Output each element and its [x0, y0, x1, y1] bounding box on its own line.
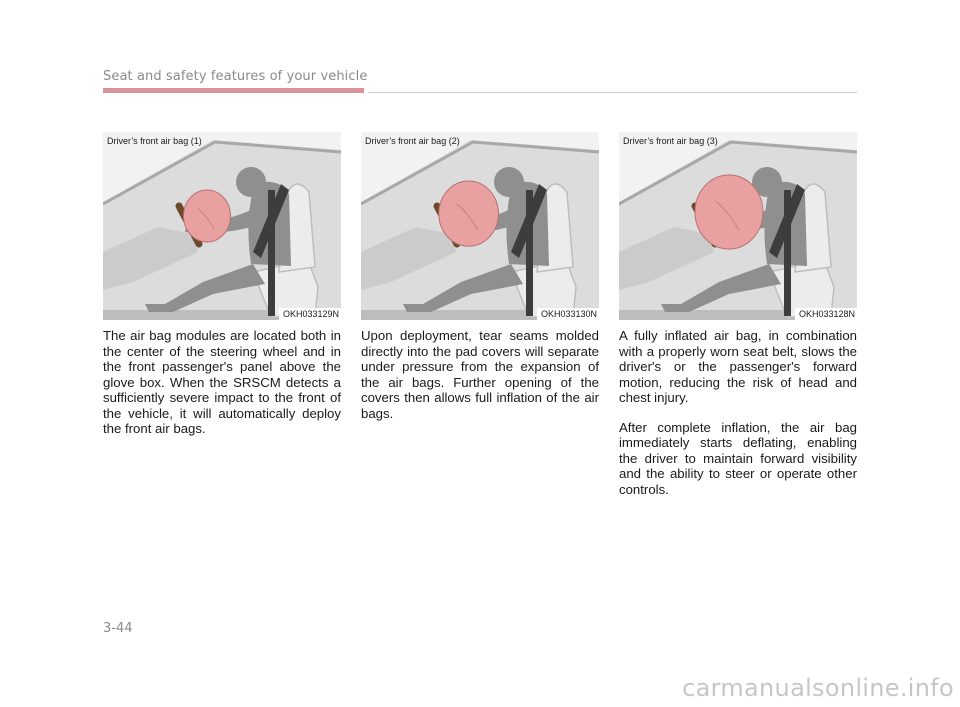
page-number: 3-44	[103, 621, 133, 636]
body-paragraph: The air bag modules are located both in the center of the steering wheel and in the front passenger's panel above the glove box. When the SRSCM detects a sufficiently severe impact to the front of the vehicle, it will automatically deploy the front air bags.	[103, 328, 341, 436]
figure-caption: Driver’s front air bag (1)	[107, 136, 202, 146]
figure-caption: Driver’s front air bag (3)	[623, 136, 718, 146]
seat-belt-strap	[268, 190, 275, 316]
seat-belt-strap	[526, 190, 533, 316]
text-column-2	[361, 328, 599, 421]
figure-code: OKH033128N	[795, 308, 857, 320]
figure-airbag-3	[619, 132, 857, 320]
watermark: carmanualsonline.info	[682, 674, 954, 702]
text-column-1	[103, 328, 341, 437]
figure-code: OKH033130N	[537, 308, 599, 320]
air-bag	[439, 181, 499, 246]
body-paragraph: Upon deployment, tear seams molded directly into the pad covers will separate under pressure from the expansion of the air bags. Further opening of the covers then allows full inflation of the air bags.	[361, 328, 599, 421]
header-divider	[368, 92, 857, 93]
driver-head	[494, 167, 524, 197]
airbag-illustration-1	[103, 132, 341, 320]
text-column-3	[619, 328, 857, 497]
body-paragraph: After complete inflation, the air bag immediately starts deflating, enabling the driver to maintain forward visibility and the ability to steer or operate other controls.	[619, 419, 857, 497]
header-accent-rule	[103, 88, 364, 93]
figure-airbag-2	[361, 132, 599, 320]
air-bag	[184, 190, 231, 242]
section-title: Seat and safety features of your vehicle	[103, 69, 368, 84]
airbag-illustration-3	[619, 132, 857, 320]
seat-belt-strap	[784, 190, 791, 316]
figure-caption: Driver’s front air bag (2)	[365, 136, 460, 146]
air-bag	[695, 175, 763, 249]
airbag-illustration-2	[361, 132, 599, 320]
figure-code: OKH033129N	[279, 308, 341, 320]
driver-head	[236, 167, 266, 197]
body-paragraph: A fully inflated air bag, in combination with a properly worn seat belt, slows the driver's or the passenger's forward motion, reducing the risk of head and chest injury.	[619, 328, 857, 405]
figure-airbag-1	[103, 132, 341, 320]
